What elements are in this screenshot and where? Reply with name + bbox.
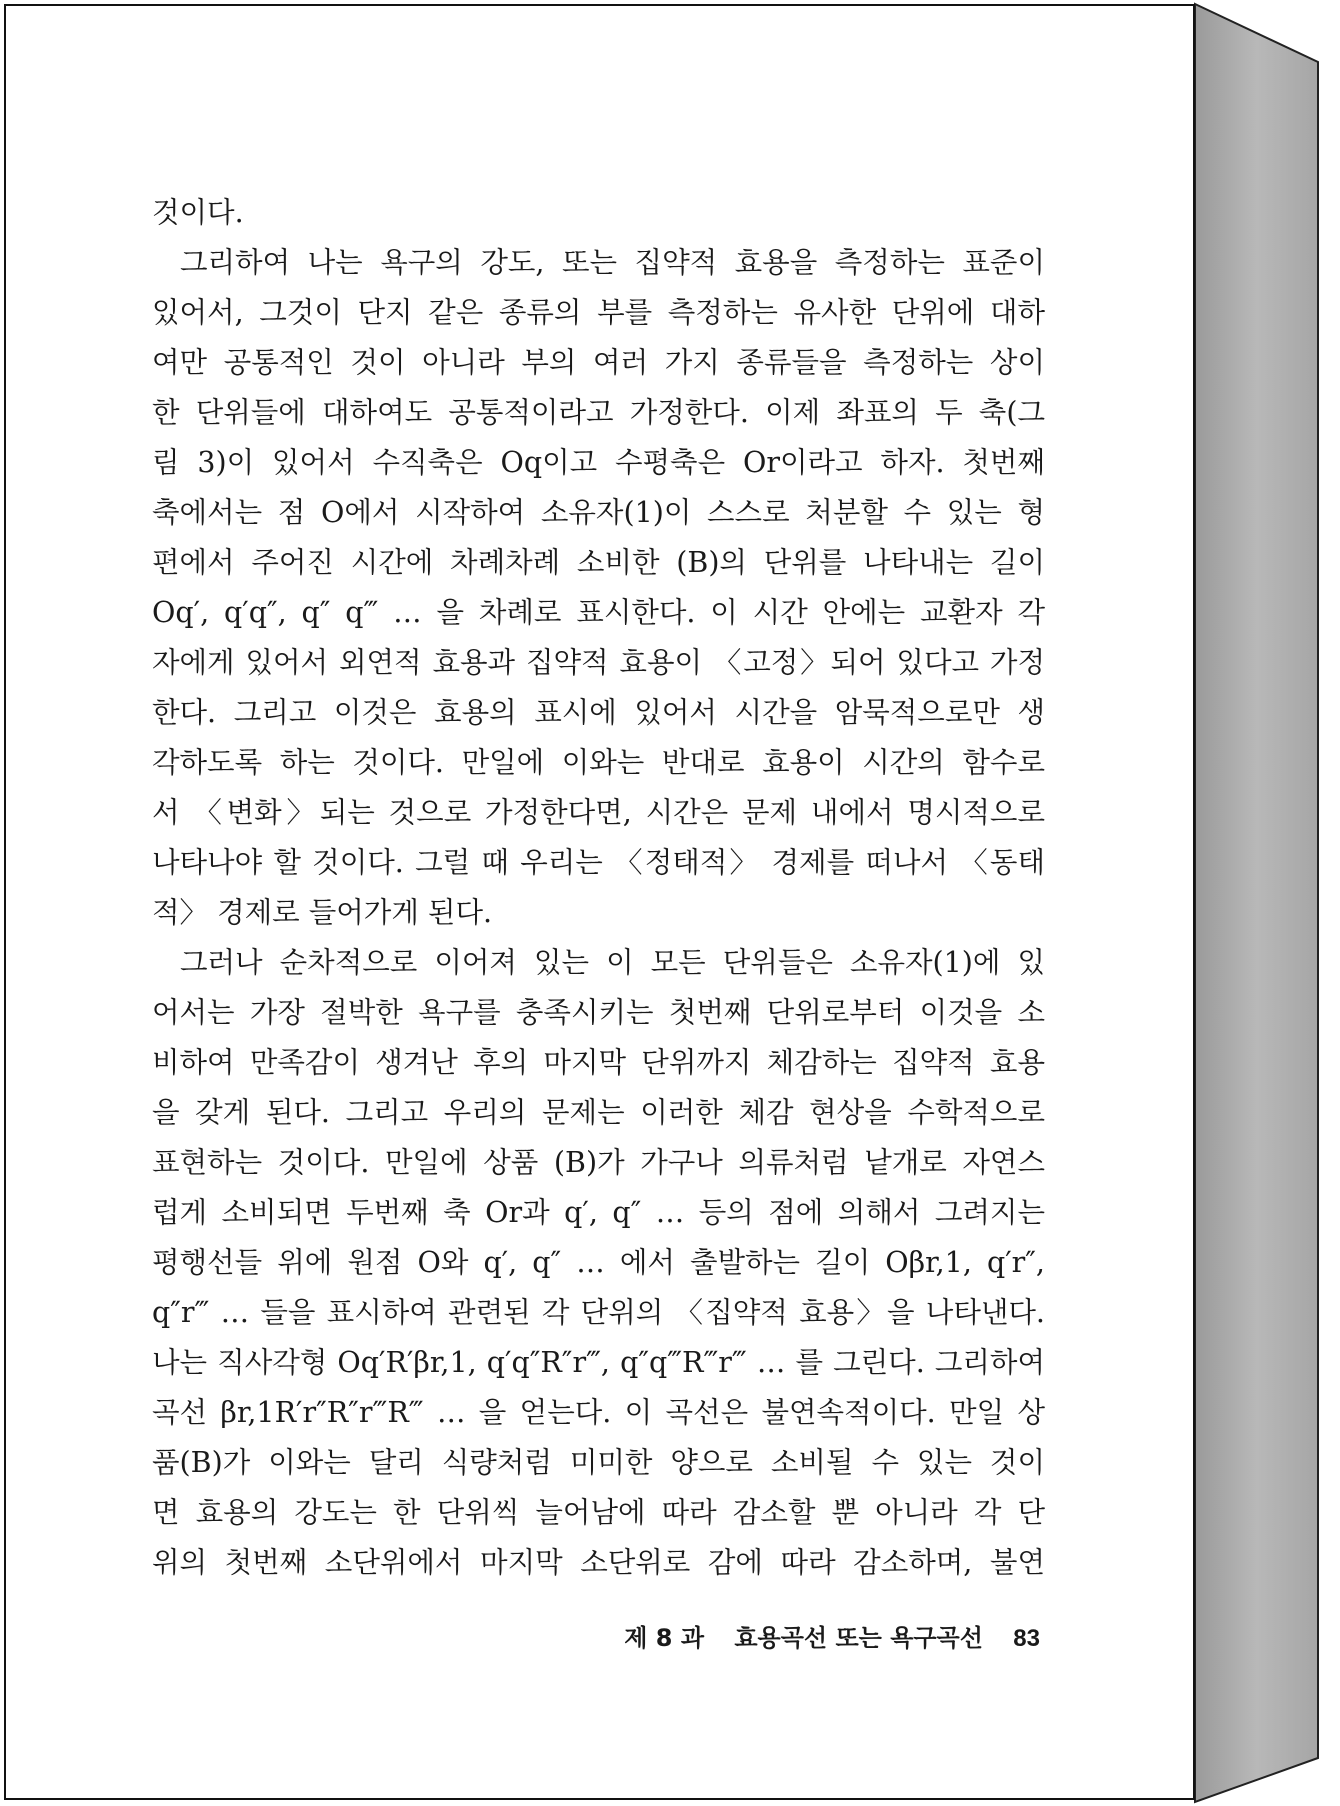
text-line: 럽게 소비되면 두번째 축 Or과 q′, q″ … 등의 점에 의해서 그려지는 <box>152 1196 1045 1229</box>
text-line: 곡선 βr,1R′r″R″r‴R‴ … 을 얻는다. 이 곡선은 불연속적이다. 만일 상 <box>152 1396 1045 1429</box>
text-line: 적〉 경제로 들어가게 된다. <box>152 896 493 929</box>
text-line: 여만 공통적인 것이 아니라 부의 여러 가지 종류들을 측정하는 상이 <box>152 346 1045 379</box>
text-line: 있어서, 그것이 단지 같은 종류의 부를 측정하는 유사한 단위에 대하 <box>152 296 1045 329</box>
text-line: 그러나 순차적으로 이어져 있는 이 모든 단위들은 소유자(1)에 있 <box>180 946 1045 979</box>
page-number: 83 <box>1013 1625 1040 1652</box>
book-edge-face <box>1195 4 1318 1802</box>
text-line: 림 3)이 있어서 수직축은 Oq이고 수평축은 Or이라고 하자. 첫번째 <box>152 446 1045 479</box>
text-line: 비하여 만족감이 생겨난 후의 마지막 단위까지 체감하는 집약적 효용 <box>152 1046 1045 1079</box>
text-line: 축에서는 점 O에서 시작하여 소유자(1)이 스스로 처분할 수 있는 형 <box>152 496 1045 529</box>
text-line: 평행선들 위에 원점 O와 q′, q″ … 에서 출발하는 길이 Oβr,1, q′r″, <box>152 1246 1045 1279</box>
text-line: q″r‴ … 들을 표시하여 관련된 각 단위의 〈집약적 효용〉을 나타낸다. <box>152 1296 1045 1329</box>
text-line: Oq′, q′q″, q″ q‴ … 을 차례로 표시한다. 이 시간 안에는 교환자 각 <box>152 596 1045 629</box>
text-line: 을 갖게 된다. 그리고 우리의 문제는 이러한 체감 현상을 수학적으로 <box>152 1096 1045 1129</box>
text-line: 것이다. <box>152 196 244 229</box>
text-line: 각하도록 하는 것이다. 만일에 이와는 반대로 효용이 시간의 함수로 <box>152 746 1045 779</box>
body-text <box>152 188 1045 1588</box>
text-line: 나는 직사각형 Oq′R′βr,1, q′q″R″r‴, q″q‴R‴r‴ … 를 그린다. 그리하여 <box>152 1346 1045 1379</box>
text-line: 면 효용의 강도는 한 단위씩 늘어남에 따라 감소할 뿐 아니라 각 단 <box>152 1496 1045 1529</box>
text-line: 위의 첫번째 소단위에서 마지막 소단위로 감에 따라 감소하며, 불연 <box>152 1546 1045 1579</box>
text-line: 한 단위들에 대하여도 공통적이라고 가정한다. 이제 좌표의 두 축(그 <box>152 396 1045 429</box>
running-footer <box>624 1618 1040 1653</box>
text-line: 한다. 그리고 이것은 효용의 표시에 있어서 시간을 암묵적으로만 생 <box>152 696 1045 729</box>
text-line: 표현하는 것이다. 만일에 상품 (B)가 가구나 의류처럼 낱개로 자연스 <box>152 1146 1045 1179</box>
footer-title: 효용곡선 또는 욕구곡선 <box>734 1624 983 1652</box>
text-line: 편에서 주어진 시간에 차례차례 소비한 (B)의 단위를 나타내는 길이 <box>152 546 1045 579</box>
text-line: 서 〈변화〉되는 것으로 가정한다면, 시간은 문제 내에서 명시적으로 <box>152 796 1045 829</box>
text-line: 어서는 가장 절박한 욕구를 충족시키는 첫번째 단위로부터 이것을 소 <box>152 996 1045 1029</box>
footer-chapter: 제 8 과 <box>624 1624 705 1652</box>
text-line: 그리하여 나는 욕구의 강도, 또는 집약적 효용을 측정하는 표준이 <box>180 246 1045 279</box>
text-line: 자에게 있어서 외연적 효용과 집약적 효용이 〈고정〉되어 있다고 가정 <box>152 646 1045 679</box>
text-line: 품(B)가 이와는 달리 식량처럼 미미한 양으로 소비될 수 있는 것이 <box>152 1446 1045 1479</box>
text-line: 나타나야 할 것이다. 그럴 때 우리는 〈정태적〉 경제를 떠나서 〈동태 <box>152 846 1045 879</box>
